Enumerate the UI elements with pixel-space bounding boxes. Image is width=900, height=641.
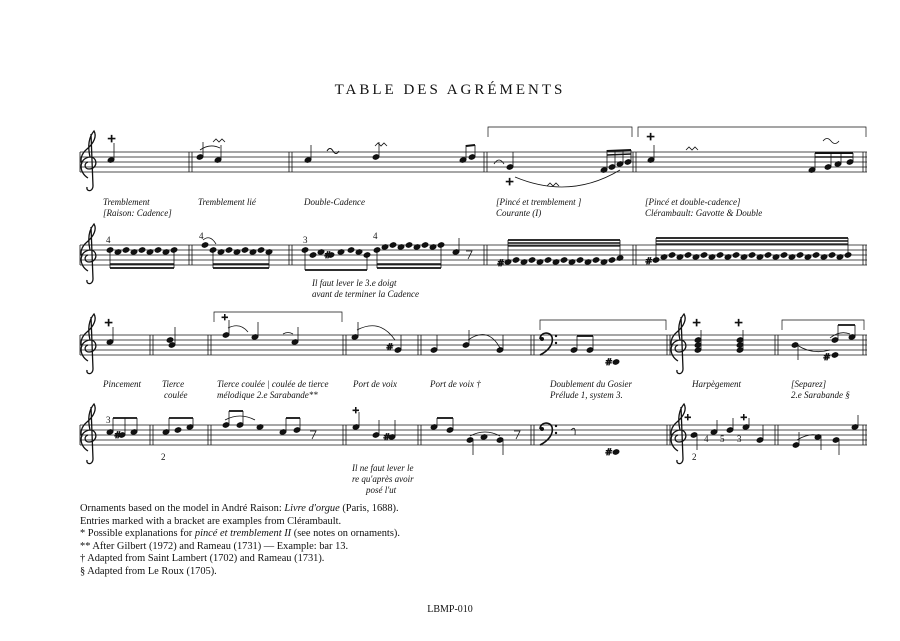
svg-text:Il faut lever le 3.e doigt: Il faut lever le 3.e doigt: [312, 278, 397, 288]
label-double-cadence: Double-Cadence: [304, 197, 365, 207]
svg-text:re qu'après avoir: re qu'après avoir: [352, 474, 414, 484]
svg-text:#: #: [114, 431, 122, 441]
fingering: 4: [199, 231, 204, 241]
svg-text:posé l'ut: posé l'ut: [366, 485, 397, 495]
notes-row2-lower: [106, 406, 859, 458]
svg-text:+: +: [734, 316, 744, 329]
svg-text:+: +: [646, 130, 656, 143]
svg-text:Tierce: Tierce: [162, 379, 185, 389]
bass-clef-icon: [540, 423, 557, 445]
label-tremblement: Tremblement: [103, 197, 150, 207]
fingering: 4: [106, 235, 111, 245]
fingerings-row2: [106, 415, 742, 462]
svg-text:coulée: coulée: [164, 390, 188, 400]
svg-text:#: #: [324, 251, 332, 261]
svg-text:+: +: [740, 413, 748, 423]
footnote: * Possible explanations for pincé et tremblement II (see notes on ornaments).: [80, 528, 400, 540]
svg-text:mélodique 2.e Sarabande**: mélodique 2.e Sarabande**: [217, 390, 318, 400]
footnote: Ornaments based on the model in André Raison: Livre d'orgue (Paris, 1688).: [80, 503, 399, 514]
svg-text:+: +: [104, 316, 114, 329]
treble-clef-icon: [81, 131, 96, 191]
label-tremblement-sub: [Raison: Cadence]: [103, 208, 172, 218]
notes-row1-upper: [107, 130, 854, 188]
svg-text:+: +: [505, 175, 515, 188]
footnote: § Adapted from Le Roux (1705).: [80, 565, 217, 577]
clerambault-bracket: [214, 312, 864, 330]
bass-clef-icon: [540, 333, 557, 355]
footnote: ** After Gilbert (1972) and Rameau (1731) — Example: bar 13.: [80, 540, 349, 552]
footnote: † Adapted from Saint Lambert (1702) and Rameau (1731).: [80, 553, 325, 565]
treble-clef-icon: [81, 224, 96, 284]
label-pince-tremblement-sub: Courante (I): [496, 208, 542, 218]
svg-text:Tierce coulée | coulée de tier: Tierce coulée | coulée de tierce: [217, 379, 329, 389]
fingerings-row1: [106, 231, 378, 245]
svg-text:#: #: [605, 358, 613, 368]
svg-text:#: #: [497, 259, 505, 269]
svg-text:Doublement du Gosier: Doublement du Gosier: [550, 379, 632, 389]
svg-text:Port de voix: Port de voix: [353, 379, 397, 389]
svg-text:Il ne faut lever le: Il ne faut lever le: [352, 463, 414, 473]
svg-text:#: #: [605, 448, 613, 458]
svg-text:3: 3: [737, 434, 742, 444]
svg-text:2: 2: [692, 452, 697, 462]
treble-clef-icon: [81, 404, 96, 464]
staff-row2-upper: [80, 335, 867, 355]
svg-text:#: #: [645, 257, 653, 267]
footnote: Entries marked with a bracket are examples from Clérambault.: [80, 515, 342, 527]
svg-text:#: #: [823, 353, 831, 363]
footnotes: [80, 503, 400, 579]
svg-text:+: +: [352, 406, 360, 416]
label-pince-tremblement: [Pincé et tremblement ]: [496, 197, 582, 207]
svg-text:[Separez]: [Separez]: [791, 379, 827, 389]
treble-clef-icon: [81, 314, 96, 374]
notes-row2-upper: [104, 313, 856, 368]
svg-text:#: #: [386, 343, 394, 353]
label-pince-double-cadence: [Pincé et double-cadence]: [645, 197, 741, 207]
svg-text:#: #: [383, 433, 391, 443]
svg-text:4: 4: [704, 434, 709, 444]
svg-text:Prélude 1, system 3.: Prélude 1, system 3.: [550, 390, 623, 400]
svg-text:+: +: [692, 316, 702, 329]
svg-text:Port de voix †: Port de voix †: [430, 379, 481, 389]
label-tremblement-lie: Tremblement lié: [198, 197, 256, 207]
svg-text:2.e Sarabande §: 2.e Sarabande §: [791, 390, 850, 400]
treble-clef-icon: [671, 314, 686, 374]
labels-row1: [103, 197, 762, 218]
clerambault-bracket: [488, 127, 866, 137]
page-number: LBMP-010: [427, 604, 473, 615]
fingering: 3: [303, 235, 308, 245]
performance-note-row1: [311, 278, 419, 299]
label-pince-double-cadence-sub: Clérambault: Gavotte & Double: [645, 208, 763, 218]
page-title: TABLE DES AGRÉMENTS: [334, 82, 566, 98]
svg-text:2: 2: [161, 452, 166, 462]
fingering: 4: [373, 231, 378, 241]
svg-text:Harpègement: Harpègement: [692, 379, 741, 389]
svg-text:3: 3: [106, 415, 111, 425]
svg-text:5: 5: [720, 434, 725, 444]
labels-row2: [102, 379, 850, 400]
svg-text:+: +: [107, 132, 117, 145]
svg-text:avant de terminer la Cadence: avant de terminer la Cadence: [312, 289, 419, 299]
svg-text:+: +: [221, 313, 229, 323]
svg-text:+: +: [684, 413, 692, 423]
performance-note-row2: [351, 463, 414, 495]
svg-text:Pincement: Pincement: [103, 379, 141, 389]
